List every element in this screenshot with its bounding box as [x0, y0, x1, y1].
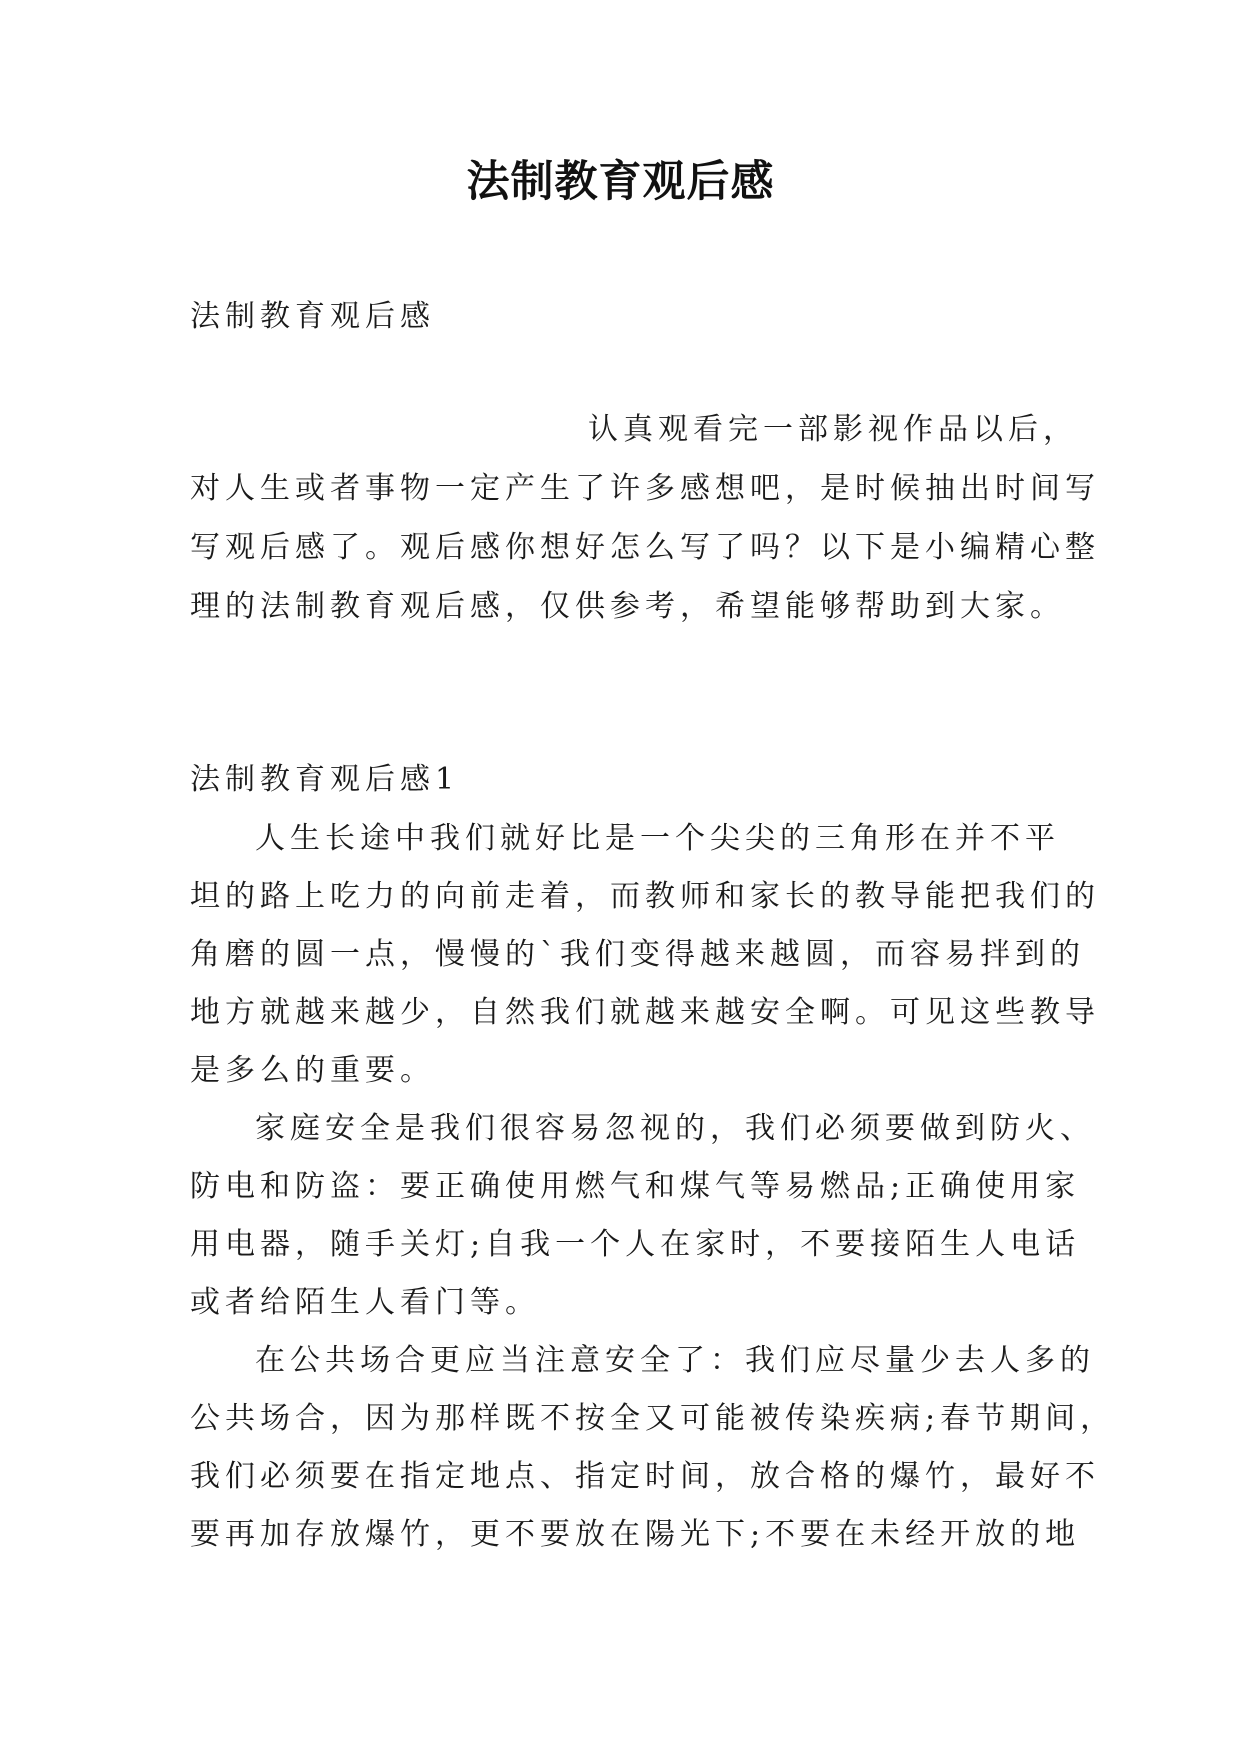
body-line-2: 坦的路上吃力的向前走着，而教师和家长的教导能把我们的 — [190, 879, 1100, 914]
intro-line-3: 写观后感了。观后感你想好怎么写了吗？以下是小编精心整 — [190, 530, 1100, 565]
body-line-3: 角磨的圆一点，慢慢的`我们变得越来越圆，而容易拌到的 — [190, 937, 1085, 972]
body-line-5: 是多么的重要。 — [190, 1053, 435, 1088]
body-line-12: 我们必须要在指定地点、指定时间，放合格的爆竹，最好不 — [190, 1459, 1100, 1494]
body-line-13: 要再加存放爆竹，更不要放在陽光下;不要在未经开放的地 — [190, 1517, 1081, 1552]
body-line-6: 家庭安全是我们很容易忽视的，我们必须要做到防火、 — [255, 1111, 1095, 1146]
body-line-1: 人生长途中我们就好比是一个尖尖的三角形在并不平 — [255, 821, 1060, 856]
intro-line-4: 理的法制教育观后感，仅供参考，希望能够帮助到大家。 — [190, 589, 1065, 624]
body-line-4: 地方就越来越少，自然我们就越来越安全啊。可见这些教导 — [190, 995, 1100, 1030]
body-line-7: 防电和防盗：要正确使用燃气和煤气等易燃品;正确使用家 — [190, 1169, 1081, 1204]
body-line-8: 用电器，随手关灯;自我一个人在家时，不要接陌生人电话 — [190, 1227, 1081, 1262]
body-line-11: 公共场合，因为那样既不按全又可能被传染疾病;春节期间， — [190, 1401, 1116, 1436]
subtitle: 法制教育观后感 — [190, 299, 435, 334]
body-line-10: 在公共场合更应当注意安全了：我们应尽量少去人多的 — [255, 1343, 1095, 1378]
intro-line-1: 认真观看完一部影视作品以后， — [588, 412, 1078, 447]
body-line-9: 或者给陌生人看门等。 — [190, 1285, 540, 1320]
section-heading: 法制教育观后感1 — [190, 762, 460, 797]
intro-line-2: 对人生或者事物一定产生了许多感想吧，是时候抽出时间写 — [190, 471, 1100, 506]
document-title: 法制教育观后感 — [466, 157, 775, 207]
